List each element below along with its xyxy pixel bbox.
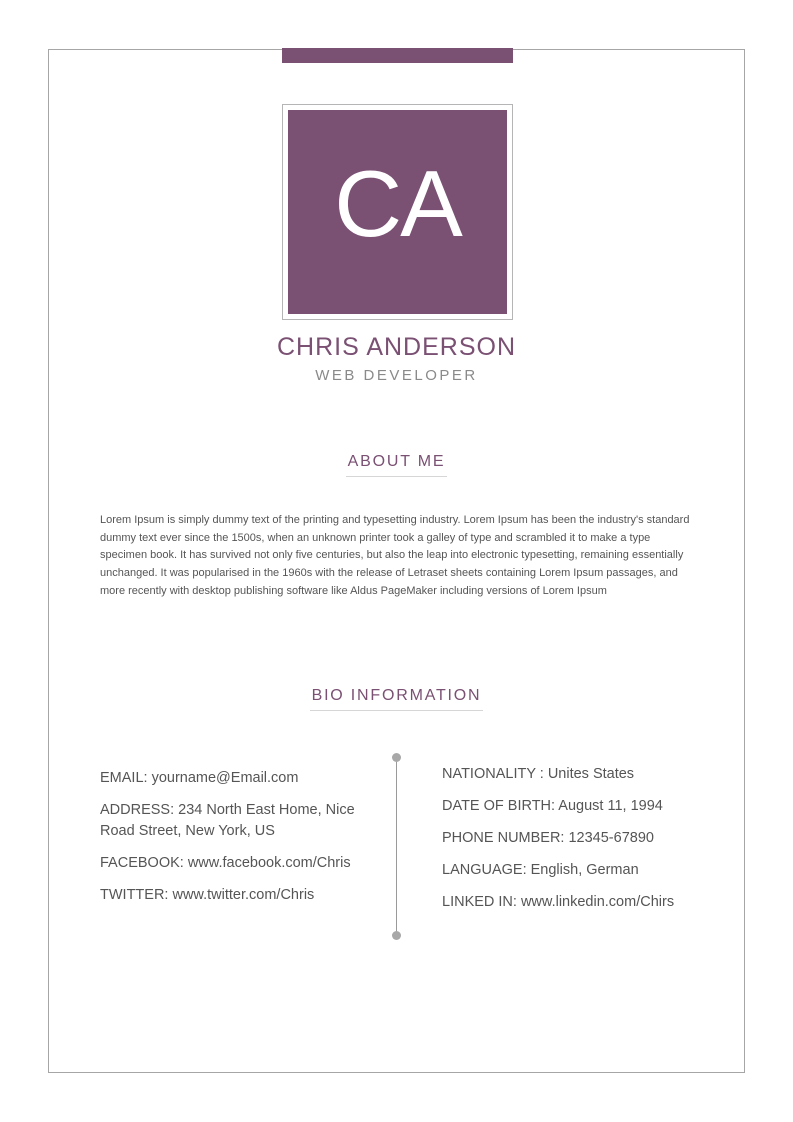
monogram-fill <box>288 110 507 314</box>
divider-dot-top <box>392 753 401 762</box>
about-heading <box>0 453 793 477</box>
person-name: CHRIS ANDERSON <box>276 333 517 361</box>
header-accent-bar <box>282 48 513 63</box>
bio-facebook: FACEBOOK: www.facebook.com/Chris <box>100 855 351 871</box>
bio-nationality: NATIONALITY : Unites States <box>442 766 635 782</box>
bio-heading-text: BIO INFORMATION <box>310 687 484 711</box>
bio-left-column <box>100 768 375 917</box>
bio-phone: PHONE NUMBER: 12345-67890 <box>442 830 654 846</box>
bio-address: ADDRESS: 234 North East Home, Nice Road Street, New York, US <box>100 802 355 839</box>
about-heading-text: ABOUT ME <box>346 453 448 477</box>
monogram-initials: CA <box>334 151 461 256</box>
column-divider <box>396 758 397 935</box>
bio-language: LANGUAGE: English, German <box>442 862 639 878</box>
monogram-box <box>282 104 513 320</box>
bio-right-column <box>442 764 742 924</box>
bio-linkedin: LINKED IN: www.linkedin.com/Chirs <box>442 894 675 910</box>
job-title: WEB DEVELOPER <box>315 367 478 384</box>
divider-dot-bottom <box>392 931 401 940</box>
bio-twitter: TWITTER: www.twitter.com/Chris <box>100 887 315 903</box>
about-paragraph: Lorem Ipsum is simply dummy text of the printing and typesetting industry. Lorem Ipsum has been the industry's standard dummy text ever since the 1500s, when an unknown printer took a galley of type and scrambled it to make a type specimen book. It has survived not only five centuries, but also the leap into electronic typesetting, remaining essentially unchanged. It was popularised in the 1960s with the release of Letraset sheets containing Lorem Ipsum passages, and more recently with desktop publishing software like Aldus PageMaker including versions of Lorem Ipsum <box>100 514 690 597</box>
bio-date-of-birth: DATE OF BIRTH: August 11, 1994 <box>442 798 663 814</box>
bio-email: EMAIL: yourname@Email.com <box>100 770 299 786</box>
bio-heading <box>0 687 793 711</box>
